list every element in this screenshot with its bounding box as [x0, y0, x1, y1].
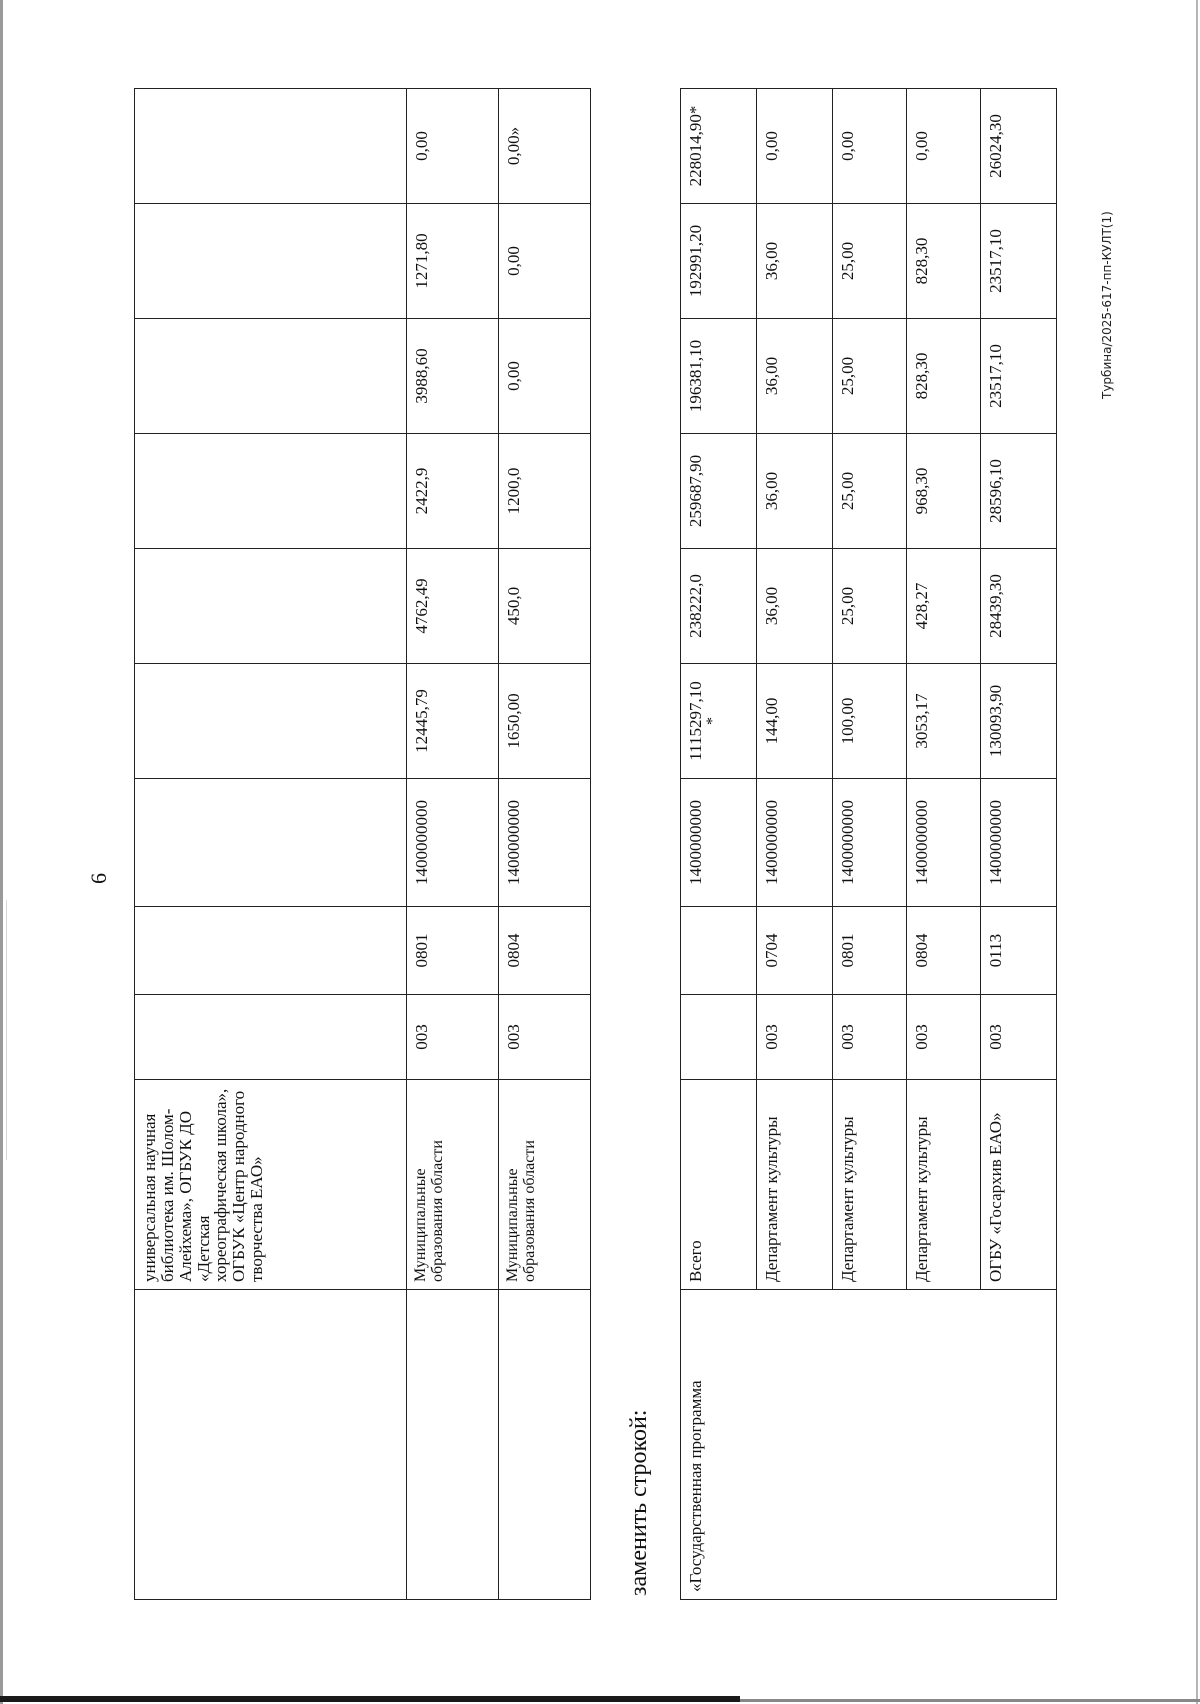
rzpr-cell: 0804	[907, 907, 981, 995]
rzpr-cell: 0113	[981, 907, 1057, 995]
value-cell: 36,00	[757, 204, 833, 319]
value-cell: 1200,0	[499, 434, 591, 549]
grbs-cell: 003	[757, 995, 833, 1080]
grbs-cell: 003	[907, 995, 981, 1080]
value-cell: 36,00	[757, 549, 833, 664]
replace-instruction: заменить строкой:	[626, 1409, 652, 1596]
table-row	[499, 89, 591, 1600]
value-cell: 0,00	[499, 204, 591, 319]
value-cell: 4762,49	[407, 549, 499, 664]
value-cell: 25,00	[833, 434, 907, 549]
value-cell: 259687,90	[681, 434, 757, 549]
rzpr-cell: 0804	[499, 907, 591, 995]
value-cell	[135, 549, 407, 664]
value-cell: 100,00	[833, 664, 907, 779]
value-cell: 0,00	[407, 89, 499, 204]
executor-cell: Департамент культуры	[757, 1080, 833, 1290]
value-cell	[135, 434, 407, 549]
csr-cell: 1400000000	[681, 779, 757, 907]
program-cell: «Государственная программа	[681, 1290, 1057, 1600]
csr-cell: 1400000000	[757, 779, 833, 907]
rzpr-cell: 0704	[757, 907, 833, 995]
value-cell	[681, 664, 757, 779]
value-cell: 28439,30	[981, 549, 1057, 664]
rzpr-cell: 0801	[407, 907, 499, 995]
value-cell: 196381,10	[681, 319, 757, 434]
value-cell: 0,00	[833, 89, 907, 204]
value-text: 1115297,10	[686, 681, 705, 761]
table-row	[681, 89, 757, 1600]
value-cell: 828,30	[907, 204, 981, 319]
value-cell: 26024,30	[981, 89, 1057, 204]
program-cell	[407, 1290, 499, 1600]
grbs-cell: 003	[499, 995, 591, 1080]
executor-cell: Всего	[681, 1080, 757, 1290]
value-cell: 968,30	[907, 434, 981, 549]
value-cell: 36,00	[757, 319, 833, 434]
value-cell: 1650,00	[499, 664, 591, 779]
rzpr-cell	[135, 907, 407, 995]
value-cell: 0,00	[757, 89, 833, 204]
value-cell	[135, 319, 407, 434]
grbs-cell: 003	[833, 995, 907, 1080]
csr-cell: 1400000000	[907, 779, 981, 907]
page-number: 6	[86, 873, 111, 884]
grbs-cell: 003	[981, 995, 1057, 1080]
value-cell: 144,00	[757, 664, 833, 779]
value-cell: 0,00	[499, 319, 591, 434]
value-cell: 3053,17	[907, 664, 981, 779]
value-cell: 228014,90*	[681, 89, 757, 204]
value-cell: 428,27	[907, 549, 981, 664]
value-cell: 23517,10	[981, 204, 1057, 319]
budget-table-previous	[134, 88, 591, 1600]
value-cell: 0,00	[907, 89, 981, 204]
csr-cell	[135, 779, 407, 907]
value-cell: 0,00»	[499, 89, 591, 204]
executor-cell: Департамент культуры	[907, 1080, 981, 1290]
value-cell: 23517,10	[981, 319, 1057, 434]
executor-cell: Департамент культуры	[833, 1080, 907, 1290]
value-cell: 12445,79	[407, 664, 499, 779]
grbs-cell	[135, 995, 407, 1080]
table-row	[135, 89, 407, 1600]
executor-cell: универсальная научная библиотека им. Шолом-Алейхема», ОГБУК ДО «Детская хореографическая школа», ОГБУК «Центр народного творчества ЕАО»	[135, 1080, 407, 1290]
value-cell	[135, 204, 407, 319]
executor-cell: Муниципальные образования области	[407, 1080, 499, 1290]
executor-cell: Муниципальные образования области	[499, 1080, 591, 1290]
program-cell	[499, 1290, 591, 1600]
value-cell: 25,00	[833, 204, 907, 319]
value-cell: 36,00	[757, 434, 833, 549]
value-cell	[135, 664, 407, 779]
value-cell: 130093,90	[981, 664, 1057, 779]
csr-cell: 1400000000	[981, 779, 1057, 907]
value-cell: 25,00	[833, 549, 907, 664]
value-cell: 192991,20	[681, 204, 757, 319]
grbs-cell	[681, 995, 757, 1080]
value-cell: 450,0	[499, 549, 591, 664]
rzpr-cell	[681, 907, 757, 995]
value-cell	[135, 89, 407, 204]
value-cell: 1271,80	[407, 204, 499, 319]
document-code: Турбина/2025-617-пп-КУЛТ(1)	[1100, 211, 1114, 399]
csr-cell: 1400000000	[407, 779, 499, 907]
value-cell: 3988,60	[407, 319, 499, 434]
footnote-mark: *	[703, 717, 721, 725]
value-cell: 2422,9	[407, 434, 499, 549]
table-row	[407, 89, 499, 1600]
value-cell: 25,00	[833, 319, 907, 434]
value-cell: 238222,0	[681, 549, 757, 664]
budget-table-replacement	[680, 88, 1057, 1600]
csr-cell: 1400000000	[499, 779, 591, 907]
value-cell: 28596,10	[981, 434, 1057, 549]
program-cell	[135, 1290, 407, 1600]
grbs-cell: 003	[407, 995, 499, 1080]
value-cell: 828,30	[907, 319, 981, 434]
rzpr-cell: 0801	[833, 907, 907, 995]
csr-cell: 1400000000	[833, 779, 907, 907]
executor-cell: ОГБУ «Госархив ЕАО»	[981, 1080, 1057, 1290]
